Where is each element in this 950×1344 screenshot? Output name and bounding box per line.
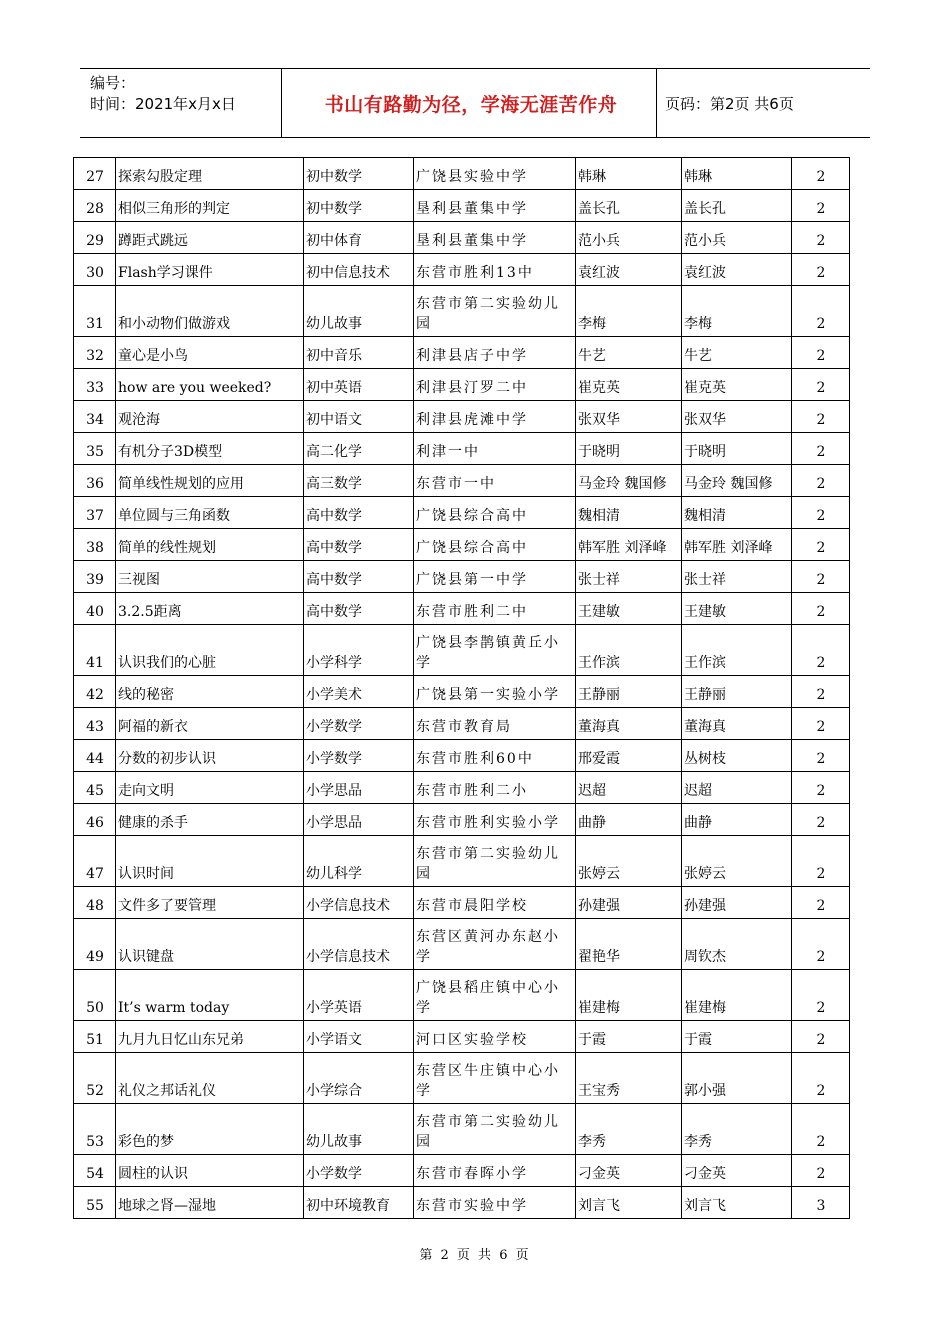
school-cell: 东营市春晖小学 xyxy=(414,1155,576,1187)
row-number-cell: 55 xyxy=(74,1187,116,1219)
table-body xyxy=(74,158,850,1219)
teacher-cell: 王建敏 xyxy=(682,593,792,625)
subject-cell: 初中环境教育 xyxy=(304,1187,414,1219)
school-cell: 广饶县综合高中 xyxy=(414,529,576,561)
teacher-cell: 张婷云 xyxy=(682,836,792,887)
course-title-cell: 三视图 xyxy=(116,561,304,593)
row-number-cell: 45 xyxy=(74,772,116,804)
count-cell: 2 xyxy=(792,919,850,970)
header-page-info: 页码：第2页 共6页 xyxy=(665,94,794,113)
table-row xyxy=(74,740,850,772)
course-title-cell: Flash学习课件 xyxy=(116,254,304,286)
count-cell: 2 xyxy=(792,836,850,887)
table-row xyxy=(74,836,850,887)
table-row xyxy=(74,1104,850,1155)
course-title-cell: 彩色的梦 xyxy=(116,1104,304,1155)
course-title-cell: 简单线性规划的应用 xyxy=(116,465,304,497)
course-title-cell: 探索勾股定理 xyxy=(116,158,304,190)
row-number-cell: 51 xyxy=(74,1021,116,1053)
author-cell: 曲静 xyxy=(576,804,682,836)
author-cell: 迟超 xyxy=(576,772,682,804)
course-title-cell: 地球之肾—湿地 xyxy=(116,1187,304,1219)
table-row xyxy=(74,529,850,561)
table-row xyxy=(74,465,850,497)
subject-cell: 小学综合 xyxy=(304,1053,414,1104)
author-cell: 王宝秀 xyxy=(576,1053,682,1104)
table-row xyxy=(74,497,850,529)
course-title-cell: 有机分子3D模型 xyxy=(116,433,304,465)
count-cell: 2 xyxy=(792,1104,850,1155)
author-cell: 牛艺 xyxy=(576,337,682,369)
author-cell: 董海真 xyxy=(576,708,682,740)
row-number-cell: 34 xyxy=(74,401,116,433)
row-number-cell: 46 xyxy=(74,804,116,836)
count-cell: 2 xyxy=(792,708,850,740)
table-row xyxy=(74,337,850,369)
teacher-cell: 范小兵 xyxy=(682,222,792,254)
course-title-cell: 3.2.5距离 xyxy=(116,593,304,625)
row-number-cell: 42 xyxy=(74,676,116,708)
subject-cell: 初中语文 xyxy=(304,401,414,433)
author-cell: 马金玲 魏国修 xyxy=(576,465,682,497)
school-cell: 东营市胜利13中 xyxy=(414,254,576,286)
school-cell: 东营区牛庄镇中心小学 xyxy=(414,1053,576,1104)
number-label: 编号： xyxy=(90,74,136,92)
school-cell: 河口区实验学校 xyxy=(414,1021,576,1053)
school-cell: 广饶县综合高中 xyxy=(414,497,576,529)
subject-cell: 小学信息技术 xyxy=(304,887,414,919)
subject-cell: 小学数学 xyxy=(304,740,414,772)
course-title-cell: 礼仪之邦话礼仪 xyxy=(116,1053,304,1104)
table-row xyxy=(74,561,850,593)
author-cell: 张婷云 xyxy=(576,836,682,887)
row-number-cell: 52 xyxy=(74,1053,116,1104)
subject-cell: 小学美术 xyxy=(304,676,414,708)
count-cell: 2 xyxy=(792,625,850,676)
teacher-cell: 李梅 xyxy=(682,286,792,337)
teacher-cell: 崔建梅 xyxy=(682,970,792,1021)
subject-cell: 幼儿故事 xyxy=(304,286,414,337)
subject-cell: 初中信息技术 xyxy=(304,254,414,286)
school-cell: 东营市晨阳学校 xyxy=(414,887,576,919)
row-number-cell: 40 xyxy=(74,593,116,625)
subject-cell: 高中数学 xyxy=(304,561,414,593)
row-number-cell: 44 xyxy=(74,740,116,772)
author-cell: 王作滨 xyxy=(576,625,682,676)
table-row xyxy=(74,286,850,337)
subject-cell: 初中体育 xyxy=(304,222,414,254)
school-cell: 广饶县李鹊镇黄丘小学 xyxy=(414,625,576,676)
count-cell: 2 xyxy=(792,497,850,529)
count-cell: 2 xyxy=(792,337,850,369)
course-title-cell: 走向文明 xyxy=(116,772,304,804)
course-title-cell: 文件多了要管理 xyxy=(116,887,304,919)
table-row xyxy=(74,222,850,254)
teacher-cell: 张士祥 xyxy=(682,561,792,593)
row-number-cell: 30 xyxy=(74,254,116,286)
row-number-cell: 53 xyxy=(74,1104,116,1155)
school-cell: 广饶县稻庄镇中心小学 xyxy=(414,970,576,1021)
courseware-table xyxy=(73,157,850,1219)
course-title-cell: 健康的杀手 xyxy=(116,804,304,836)
row-number-cell: 50 xyxy=(74,970,116,1021)
row-number-cell: 38 xyxy=(74,529,116,561)
count-cell: 3 xyxy=(792,1187,850,1219)
teacher-cell: 袁红波 xyxy=(682,254,792,286)
author-cell: 韩军胜 刘泽峰 xyxy=(576,529,682,561)
author-cell: 崔克英 xyxy=(576,369,682,401)
teacher-cell: 迟超 xyxy=(682,772,792,804)
row-number-cell: 27 xyxy=(74,158,116,190)
subject-cell: 初中英语 xyxy=(304,369,414,401)
table-row xyxy=(74,433,850,465)
school-cell: 东营市教育局 xyxy=(414,708,576,740)
author-cell: 张士祥 xyxy=(576,561,682,593)
page-footer: 第 2 页 共 6 页 xyxy=(419,1248,531,1263)
count-cell: 2 xyxy=(792,593,850,625)
subject-cell: 小学英语 xyxy=(304,970,414,1021)
subject-cell: 高中数学 xyxy=(304,593,414,625)
author-cell: 翟艳华 xyxy=(576,919,682,970)
school-cell: 东营市胜利二小 xyxy=(414,772,576,804)
school-cell: 广饶县第一实验小学 xyxy=(414,676,576,708)
teacher-cell: 刁金英 xyxy=(682,1155,792,1187)
teacher-cell: 于霞 xyxy=(682,1021,792,1053)
school-cell: 利津县虎滩中学 xyxy=(414,401,576,433)
table-row xyxy=(74,593,850,625)
count-cell: 2 xyxy=(792,254,850,286)
teacher-cell: 周钦杰 xyxy=(682,919,792,970)
author-cell: 范小兵 xyxy=(576,222,682,254)
count-cell: 2 xyxy=(792,222,850,254)
subject-cell: 高中数学 xyxy=(304,529,414,561)
teacher-cell: 曲静 xyxy=(682,804,792,836)
author-cell: 盖长孔 xyxy=(576,190,682,222)
table-row xyxy=(74,401,850,433)
count-cell: 2 xyxy=(792,970,850,1021)
subject-cell: 幼儿科学 xyxy=(304,836,414,887)
row-number-cell: 29 xyxy=(74,222,116,254)
course-title-cell: 圆柱的认识 xyxy=(116,1155,304,1187)
course-title-cell: 线的秘密 xyxy=(116,676,304,708)
school-cell: 东营市胜利二中 xyxy=(414,593,576,625)
subject-cell: 初中数学 xyxy=(304,158,414,190)
subject-cell: 幼儿故事 xyxy=(304,1104,414,1155)
row-number-cell: 35 xyxy=(74,433,116,465)
author-cell: 孙建强 xyxy=(576,887,682,919)
subject-cell: 初中音乐 xyxy=(304,337,414,369)
count-cell: 2 xyxy=(792,158,850,190)
table-row xyxy=(74,708,850,740)
course-title-cell: 蹲距式跳远 xyxy=(116,222,304,254)
count-cell: 2 xyxy=(792,401,850,433)
count-cell: 2 xyxy=(792,561,850,593)
table-row xyxy=(74,625,850,676)
table-row xyxy=(74,1021,850,1053)
count-cell: 2 xyxy=(792,772,850,804)
course-title-cell: 观沧海 xyxy=(116,401,304,433)
teacher-cell: 张双华 xyxy=(682,401,792,433)
school-cell: 广饶县实验中学 xyxy=(414,158,576,190)
school-cell: 广饶县第一中学 xyxy=(414,561,576,593)
author-cell: 韩琳 xyxy=(576,158,682,190)
author-cell: 魏相清 xyxy=(576,497,682,529)
count-cell: 2 xyxy=(792,465,850,497)
time-label: 时间：2021年x月x日 xyxy=(90,95,236,113)
course-title-cell: 简单的线性规划 xyxy=(116,529,304,561)
course-title-cell: 相似三角形的判定 xyxy=(116,190,304,222)
count-cell: 2 xyxy=(792,887,850,919)
school-cell: 东营市胜利60中 xyxy=(414,740,576,772)
page-header xyxy=(80,68,870,138)
school-cell: 利津一中 xyxy=(414,433,576,465)
author-cell: 李秀 xyxy=(576,1104,682,1155)
course-title-cell: It’s warm today xyxy=(116,970,304,1021)
school-cell: 东营市一中 xyxy=(414,465,576,497)
subject-cell: 小学思品 xyxy=(304,772,414,804)
school-cell: 东营市第二实验幼儿园 xyxy=(414,286,576,337)
row-number-cell: 48 xyxy=(74,887,116,919)
course-title-cell: 单位圆与三角函数 xyxy=(116,497,304,529)
author-cell: 邢爱霞 xyxy=(576,740,682,772)
count-cell: 2 xyxy=(792,1155,850,1187)
school-cell: 东营市实验中学 xyxy=(414,1187,576,1219)
count-cell: 2 xyxy=(792,1053,850,1104)
header-divider xyxy=(656,69,657,137)
count-cell: 2 xyxy=(792,190,850,222)
row-number-cell: 47 xyxy=(74,836,116,887)
school-cell: 东营市胜利实验小学 xyxy=(414,804,576,836)
row-number-cell: 49 xyxy=(74,919,116,970)
subject-cell: 小学数学 xyxy=(304,1155,414,1187)
course-title-cell: 认识我们的心脏 xyxy=(116,625,304,676)
table-row xyxy=(74,158,850,190)
count-cell: 2 xyxy=(792,804,850,836)
count-cell: 2 xyxy=(792,433,850,465)
table-row xyxy=(74,887,850,919)
author-cell: 崔建梅 xyxy=(576,970,682,1021)
table-row xyxy=(74,369,850,401)
subject-cell: 高二化学 xyxy=(304,433,414,465)
course-title-cell: how are you weeked? xyxy=(116,369,304,401)
subject-cell: 小学思品 xyxy=(304,804,414,836)
count-cell: 2 xyxy=(792,529,850,561)
author-cell: 刁金英 xyxy=(576,1155,682,1187)
subject-cell: 高中数学 xyxy=(304,497,414,529)
teacher-cell: 王静丽 xyxy=(682,676,792,708)
table-row xyxy=(74,919,850,970)
school-cell: 利津县汀罗二中 xyxy=(414,369,576,401)
teacher-cell: 崔克英 xyxy=(682,369,792,401)
teacher-cell: 王作滨 xyxy=(682,625,792,676)
header-divider xyxy=(281,69,282,137)
row-number-cell: 31 xyxy=(74,286,116,337)
subject-cell: 高三数学 xyxy=(304,465,414,497)
row-number-cell: 41 xyxy=(74,625,116,676)
author-cell: 李梅 xyxy=(576,286,682,337)
course-title-cell: 阿福的新衣 xyxy=(116,708,304,740)
row-number-cell: 37 xyxy=(74,497,116,529)
school-cell: 东营市第二实验幼儿园 xyxy=(414,836,576,887)
teacher-cell: 盖长孔 xyxy=(682,190,792,222)
teacher-cell: 魏相清 xyxy=(682,497,792,529)
row-number-cell: 39 xyxy=(74,561,116,593)
teacher-cell: 马金玲 魏国修 xyxy=(682,465,792,497)
subject-cell: 小学科学 xyxy=(304,625,414,676)
author-cell: 刘言飞 xyxy=(576,1187,682,1219)
teacher-cell: 李秀 xyxy=(682,1104,792,1155)
course-title-cell: 认识时间 xyxy=(116,836,304,887)
school-cell: 垦利县董集中学 xyxy=(414,190,576,222)
table-row xyxy=(74,772,850,804)
course-title-cell: 分数的初步认识 xyxy=(116,740,304,772)
subject-cell: 初中数学 xyxy=(304,190,414,222)
author-cell: 张双华 xyxy=(576,401,682,433)
table-row xyxy=(74,1187,850,1219)
teacher-cell: 牛艺 xyxy=(682,337,792,369)
subject-cell: 小学数学 xyxy=(304,708,414,740)
author-cell: 于晓明 xyxy=(576,433,682,465)
course-title-cell: 九月九日忆山东兄弟 xyxy=(116,1021,304,1053)
author-cell: 王建敏 xyxy=(576,593,682,625)
table-row xyxy=(74,970,850,1021)
subject-cell: 小学信息技术 xyxy=(304,919,414,970)
teacher-cell: 丛树枝 xyxy=(682,740,792,772)
count-cell: 2 xyxy=(792,369,850,401)
teacher-cell: 郭小强 xyxy=(682,1053,792,1104)
teacher-cell: 韩琳 xyxy=(682,158,792,190)
subject-cell: 小学语文 xyxy=(304,1021,414,1053)
table-row xyxy=(74,676,850,708)
teacher-cell: 董海真 xyxy=(682,708,792,740)
author-cell: 于霞 xyxy=(576,1021,682,1053)
school-cell: 东营区黄河办东赵小学 xyxy=(414,919,576,970)
count-cell: 2 xyxy=(792,1021,850,1053)
course-title-cell: 认识键盘 xyxy=(116,919,304,970)
course-title-cell: 童心是小鸟 xyxy=(116,337,304,369)
count-cell: 2 xyxy=(792,676,850,708)
table-row xyxy=(74,190,850,222)
row-number-cell: 33 xyxy=(74,369,116,401)
teacher-cell: 韩军胜 刘泽峰 xyxy=(682,529,792,561)
course-title-cell: 和小动物们做游戏 xyxy=(116,286,304,337)
school-cell: 利津县店子中学 xyxy=(414,337,576,369)
school-cell: 东营市第二实验幼儿园 xyxy=(414,1104,576,1155)
school-cell: 垦利县董集中学 xyxy=(414,222,576,254)
table-row xyxy=(74,1053,850,1104)
header-motto: 书山有路勤为径，学海无涯苦作舟 xyxy=(324,93,618,116)
table-row xyxy=(74,254,850,286)
table-row xyxy=(74,804,850,836)
header-meta xyxy=(90,73,280,115)
count-cell: 2 xyxy=(792,740,850,772)
row-number-cell: 32 xyxy=(74,337,116,369)
author-cell: 袁红波 xyxy=(576,254,682,286)
count-cell: 2 xyxy=(792,286,850,337)
author-cell: 王静丽 xyxy=(576,676,682,708)
row-number-cell: 54 xyxy=(74,1155,116,1187)
table-row xyxy=(74,1155,850,1187)
teacher-cell: 刘言飞 xyxy=(682,1187,792,1219)
teacher-cell: 孙建强 xyxy=(682,887,792,919)
row-number-cell: 28 xyxy=(74,190,116,222)
row-number-cell: 43 xyxy=(74,708,116,740)
teacher-cell: 于晓明 xyxy=(682,433,792,465)
row-number-cell: 36 xyxy=(74,465,116,497)
